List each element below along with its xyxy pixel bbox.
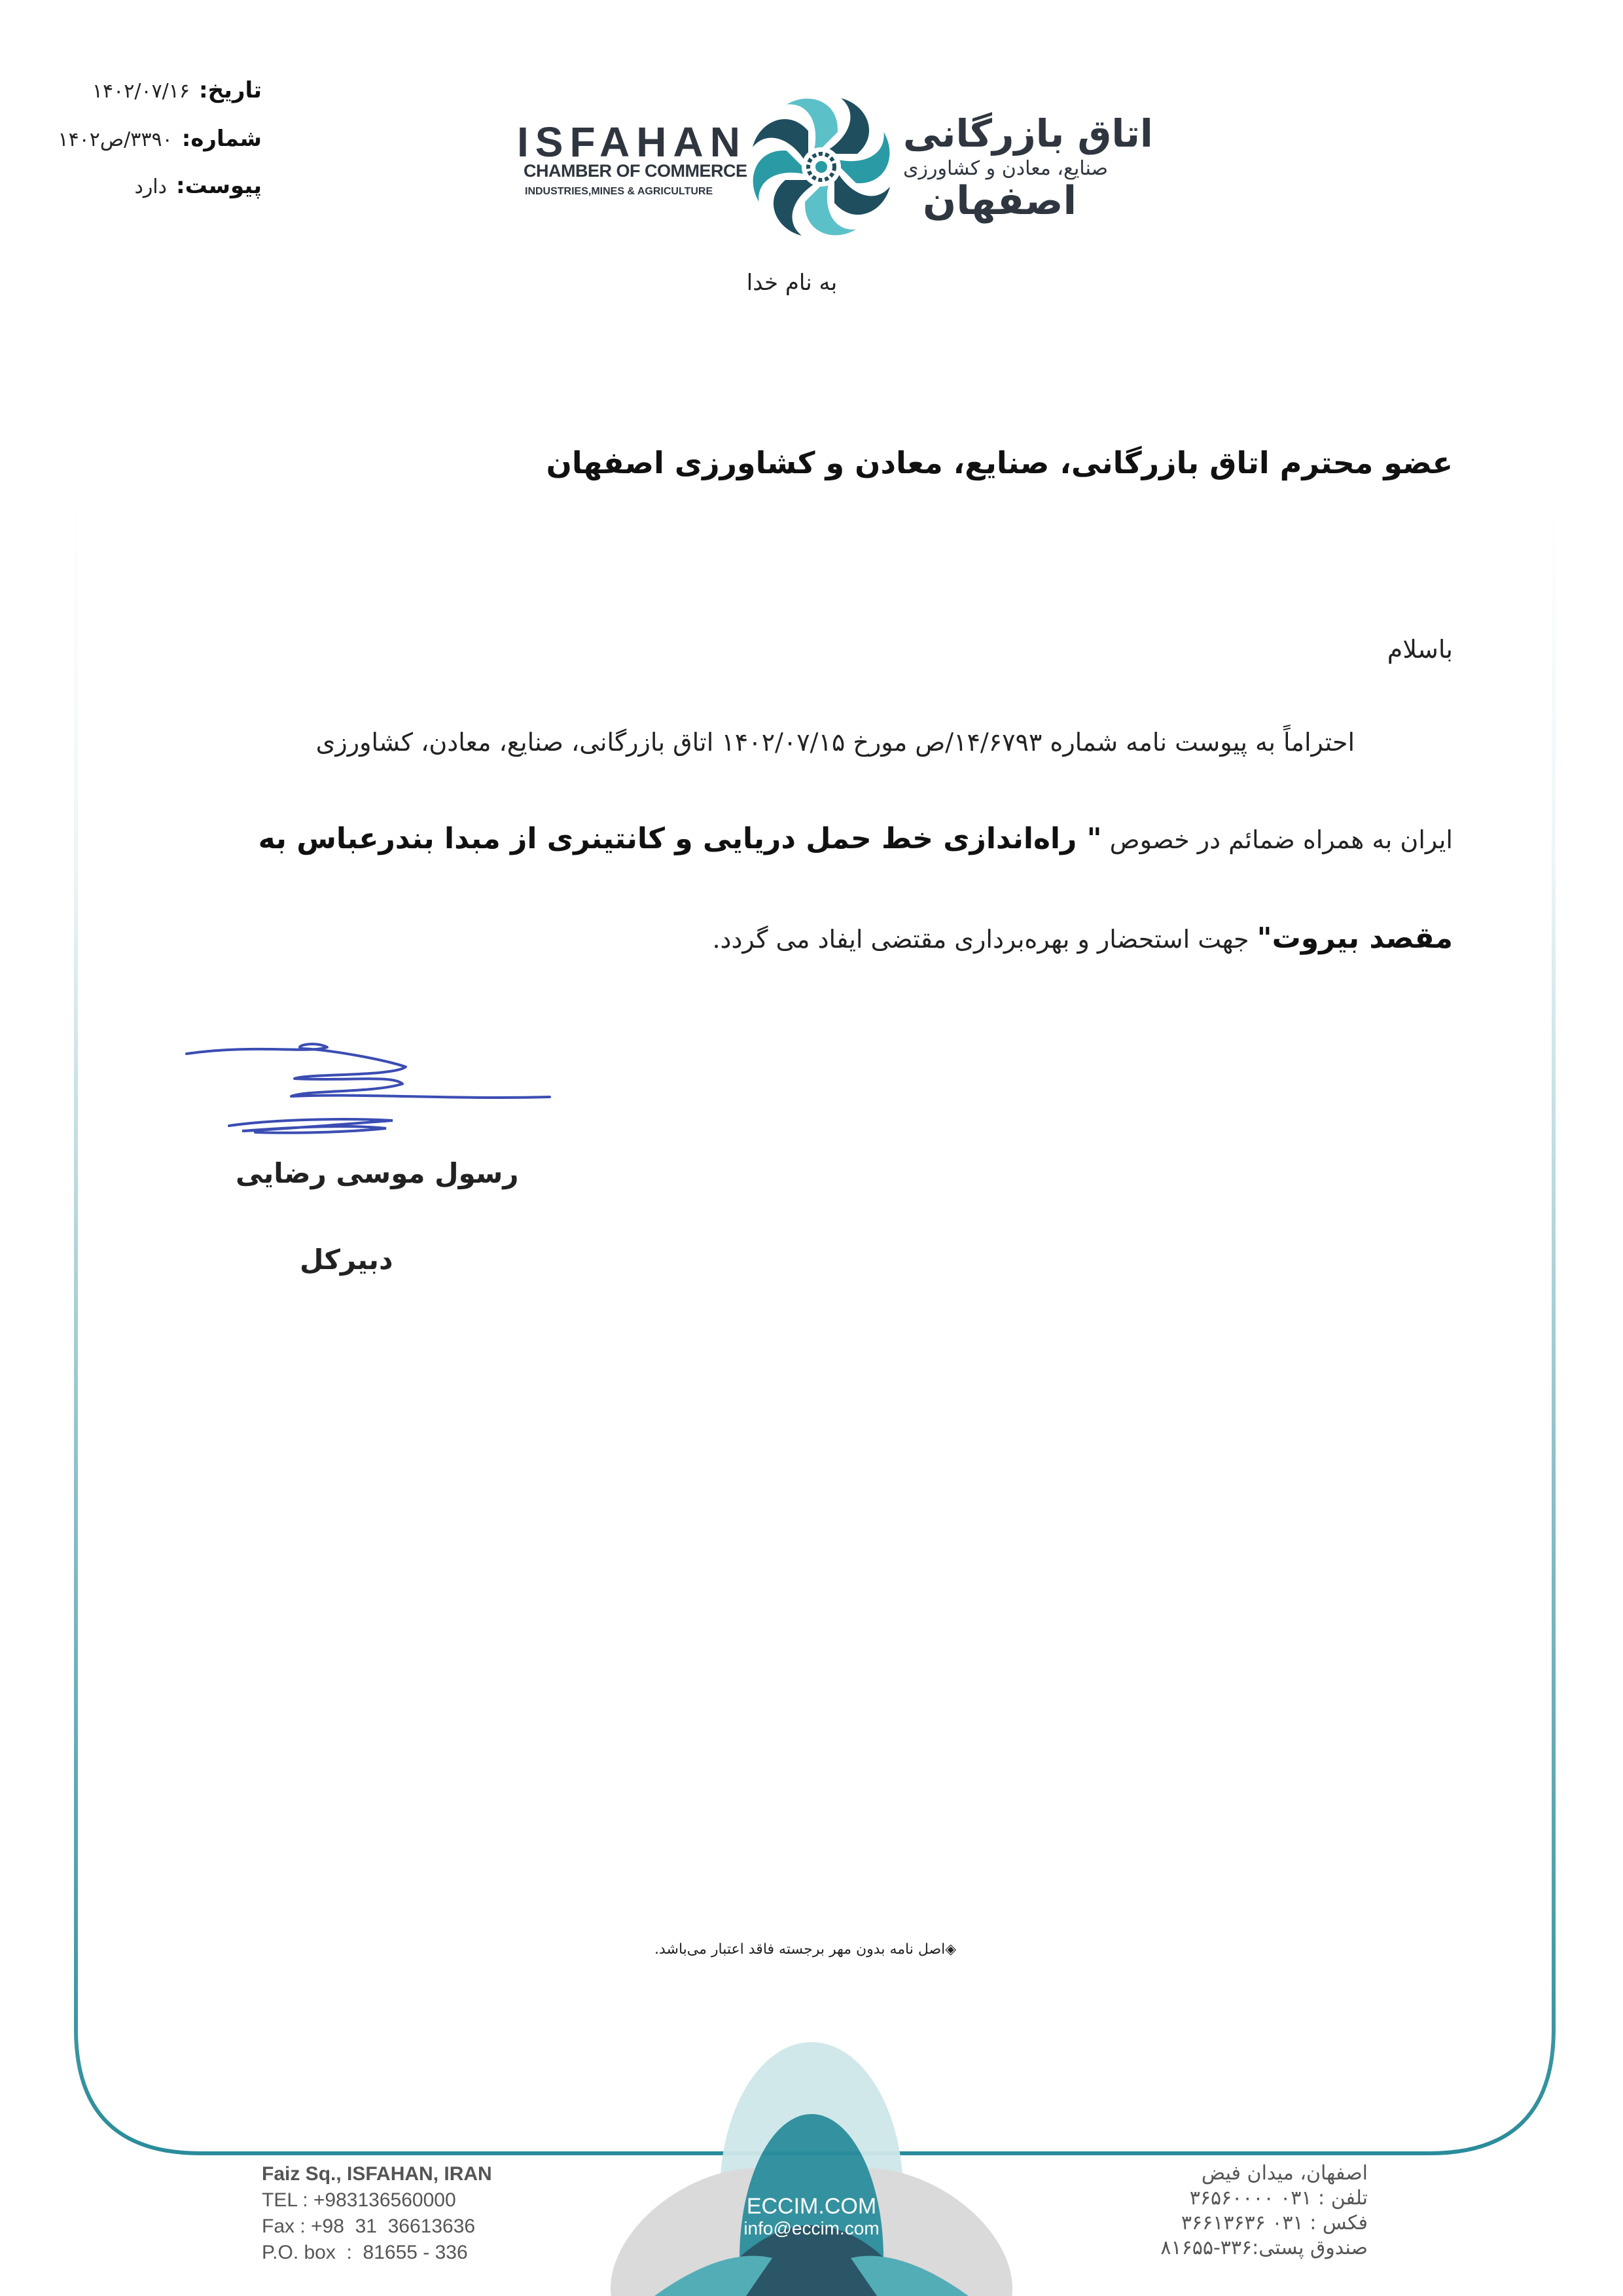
- bismillah: به نام خدا: [746, 270, 838, 296]
- logo-fa-line1: اتاق بازرگانی: [903, 111, 1153, 156]
- logo-chamber-text: CHAMBER OF COMMERCE: [524, 161, 747, 181]
- logo-emblem-icon: [746, 92, 897, 242]
- logo-fa-line2: صنایع، معادن و کشاورزی: [903, 157, 1108, 180]
- footer-website: ECCIM.COM: [746, 2194, 877, 2219]
- handwritten-signature: [177, 1041, 569, 1145]
- number-value: ۳۳۹۰/ص۱۴۰۲: [58, 128, 173, 151]
- body-line-2-plain: ایران به همراه ضمائم در خصوص: [1101, 825, 1453, 854]
- footer-en-tel: TEL : +983136560000: [262, 2189, 456, 2211]
- logo-isfahan-text: ISFAHAN: [517, 118, 747, 166]
- footer-fa-pobox: صندوق پستی:۳۳۶-۸۱۶۵۵: [1160, 2236, 1368, 2259]
- signatory-name: رسول موسی رضایی: [236, 1157, 519, 1189]
- chamber-logo: [517, 92, 1153, 242]
- footer-fa-block: [1160, 2161, 1368, 2261]
- footer-fa-fax: فکس : ۰۳۱ ۳۶۶۱۳۶۳۶: [1181, 2212, 1368, 2234]
- footer-fa-address: اصفهان، میدان فیض: [1201, 2162, 1368, 2185]
- body-line-2: [259, 822, 1453, 855]
- salutation: باسلام: [1387, 635, 1453, 664]
- number-label: شماره:: [181, 126, 262, 152]
- footer-en-address: Faiz Sq., ISFAHAN, IRAN: [262, 2163, 492, 2185]
- attachment-label: پیوست:: [176, 173, 262, 199]
- footer-en-pobox: P.O. box : 81655 - 336: [262, 2242, 468, 2263]
- footer-email: info@eccim.com: [743, 2218, 880, 2238]
- signatory-title: دبیرکل: [300, 1244, 393, 1276]
- number-row: [39, 126, 262, 152]
- footer-emblem-icon: [510, 2042, 1113, 2296]
- validity-note-text: اصل نامه بدون مهر برجسته فاقد اعتبار می‌باشد.: [654, 1941, 946, 1958]
- logo-industries-text: INDUSTRIES,MINES & AGRICULTURE: [525, 186, 713, 197]
- attachment-row: [39, 173, 262, 199]
- footer-fa-tel: تلفن : ۰۳۱ ۳۶۵۶۰۰۰۰: [1189, 2187, 1368, 2210]
- body-line-3-plain: جهت استحضار و بهره‌برداری مقتضی ایفاد می گردد.: [712, 925, 1257, 954]
- date-row: [39, 77, 262, 103]
- body-line-1: احتراماً به پیوست نامه شماره ۱۴/۶۷۹۳/ص مورخ ۱۴۰۲/۰۷/۱۵ اتاق بازرگانی، صنایع، معادن، کشاورزی: [315, 728, 1355, 757]
- validity-note: [654, 1941, 956, 1958]
- subject-bold-part2: مقصد بیروت": [1257, 922, 1453, 955]
- date-label: تاریخ:: [199, 77, 262, 103]
- date-value: ۱۴۰۲/۰۷/۱۶: [92, 80, 190, 103]
- footer-en-block: [262, 2161, 492, 2266]
- logo-fa-line3: اصفهان: [923, 178, 1077, 224]
- body-line-3: [712, 922, 1453, 955]
- recipient-line: عضو محترم اتاق بازرگانی، صنایع، معادن و کشاورزی اصفهان: [546, 445, 1453, 480]
- footer-en-fax: Fax : +98 31 36613636: [262, 2215, 476, 2237]
- subject-bold-part1: " راه‌اندازی خط حمل دریایی و کانتینری از مبدا بندرعباس به: [258, 822, 1102, 855]
- diamond-icon: ◈: [945, 1941, 957, 1958]
- attachment-value: دارد: [134, 175, 167, 198]
